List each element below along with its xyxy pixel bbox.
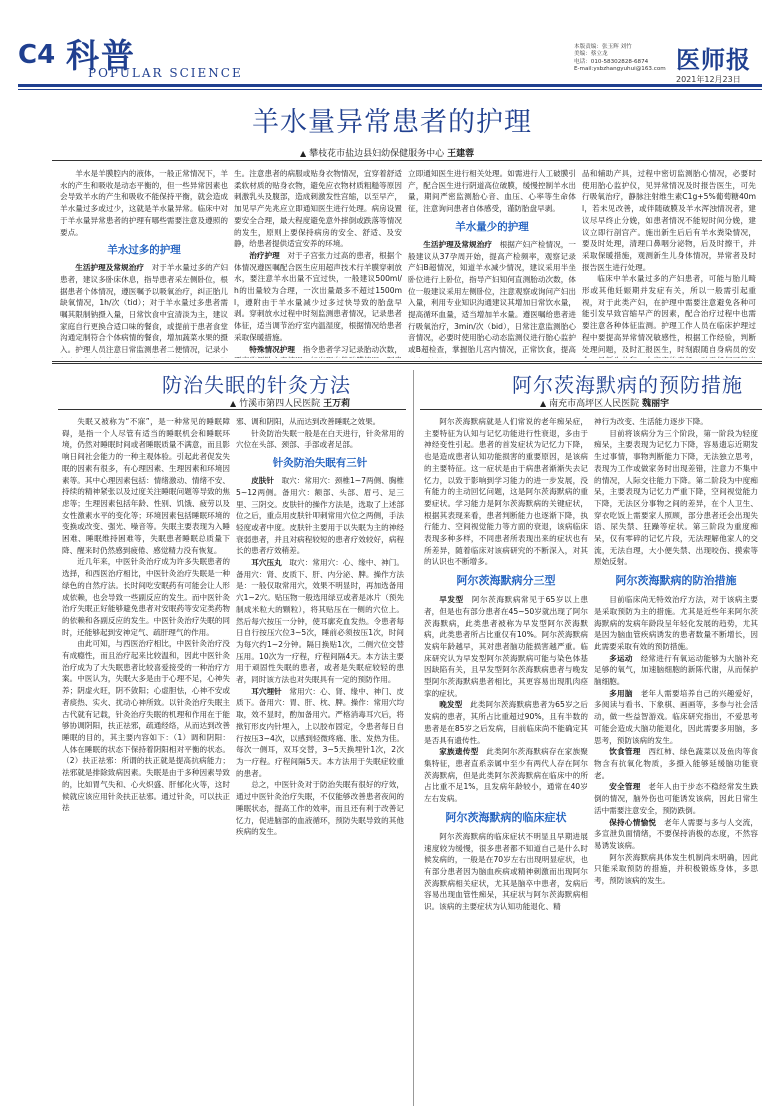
- paragraph: [424, 831, 588, 913]
- paragraph-text: 老年人由于步态不稳经常发生跌倒的情况，脑外伤也可能诱发该病，因此日常生活中需要注意安全，预防跌倒。: [594, 782, 758, 815]
- section-subheading: 针灸防治失眠有三针: [272, 457, 368, 470]
- right-article-title: 阿尔茨海默病的预防措施: [512, 373, 743, 397]
- left-article-byline: [230, 396, 350, 409]
- right-article-rule: [420, 409, 762, 410]
- paragraph-text: 西红柿、绿色蔬菜以及鱼肉等食物含有抗氧化物质，多摄入能够延缓脑功能衰老。: [594, 747, 758, 780]
- paragraph-lead: 皮肤针: [251, 476, 274, 486]
- paragraph: [424, 746, 588, 805]
- top-article-column-4: [582, 168, 756, 358]
- paragraph-lead: 晚发型: [439, 700, 463, 710]
- left-article-rule: [58, 409, 406, 410]
- section-subheading: 阿尔茨海默病的临床症状: [445, 810, 567, 824]
- staff-designer: 美编：蔡立龙: [574, 51, 608, 58]
- paragraph-text: 阿尔茨海默病就是人们常说的老年痴呆症，主要特征为认知与记忆功能进行性衰退，多由于神经变性引起。患者的首发症状为记忆力下降，也是造成患者认知功能损害的重要原因，是该病的主要特征。这一症状是由于病患者渐渐失去记忆力，以致于影响到学习能力的进一步发展，没有能力的主动回忆问题，这是阿尔茨海默病的重要症状。学习能力是阿尔茨海默病的关键症状，根据其表现来看，患者判断能力也逐渐下降，执行能力、空间视觉能力等方面的衰退，该病临床表现多种多样，不同患者所表现出来的症状也有所差异，随着临床对该病研究的不断深入，对其的认识也不断增多。: [424, 417, 588, 567]
- paragraph-text: 指令患者学习记录胎动次数，: [302, 344, 402, 354]
- paragraph: [62, 556, 230, 638]
- paragraph: [582, 168, 756, 273]
- paragraph: [594, 594, 758, 653]
- top-article-column-1: [60, 168, 228, 358]
- paragraph: [424, 594, 588, 699]
- paragraph: [594, 428, 758, 568]
- paragraph: [236, 557, 404, 686]
- paragraph: [424, 416, 588, 568]
- paragraph-text: 目前临床尚无特效治疗方法，对于该病主要是采取预防为主的措施。尤其是近些年来阿尔茨海默病的发病年龄段呈年轻化发展的趋势，尤其是因为脑血管疾病诱发的患者数量不断增长，因此需要采取有效的预防措施。: [594, 595, 758, 651]
- paragraph: [62, 638, 230, 814]
- paragraph-text: 此类阿尔茨海默病存在家族聚集特征，患者直系亲属中至少有两代人存在阿尔茨海默病，但是此类阿尔茨海默病在临床中的所占比重不足1%，且发病年龄较小，通常在40岁左右发病。: [424, 747, 588, 804]
- paragraph: [408, 168, 576, 215]
- paragraph-lead: 治疗护理: [249, 250, 280, 260]
- staff-email: E-mail:ysbzhangyuhui@163.com: [574, 66, 666, 73]
- staff-editor: 本版责编：张玉辉 刘竹: [574, 44, 632, 50]
- paragraph: [62, 416, 230, 556]
- left-article-title: 防治失眠的针灸方法: [162, 373, 351, 397]
- paragraph-lead: 饮食管理: [609, 747, 641, 757]
- paragraph-text: 阿尔茨海默病常见于65岁以上患者，但是也有部分患者在45~50岁就出现了阿尔茨海默病，此类患者被称为早发型阿尔茨海默病，此类患者所占比重仅有10%。阿尔茨海默病发病年龄越早，其对患者脑功能损害越严重。临床研究认为早发型阿尔茨海默病可能与染色体基因缺陷有关，且早发型阿尔茨海默病患者与晚发型阿尔茨海默病患者相比，其更容易出现肌肉痉挛的症状。: [424, 595, 588, 698]
- paragraph-text: 取穴：常用穴：颈椎1~7两侧、胸椎5~12两侧。备用穴：额部、头部、眉弓、足三里、三阴交。皮肤针的操作方法是，选取了上述部位之后，重点用皮肤针叩刺常用穴位之两侧，手法轻度或者中度。皮肤针主要用于以失眠为主的神经衰弱患者，并且对病程较短的患者疗效较好，病程长的患者疗效稍差。: [236, 476, 404, 556]
- paragraph-text: 近几年来，中医针灸治疗成为许多失眠患者的选择，和西医治疗相比，中医针灸治疗失眠是一种绿色的自然疗法。长时间吃安眠药有可能会让人形成依赖，也会导致一些副反应的发生。而中医针灸治疗失眠正好能够避免患者对安眠药等安定类药物的依赖和各副反应的发生。中医针灸治疗失眠的同时，还能够起到安神定气、疏肝理气的作用。: [62, 557, 230, 637]
- header-rule: [18, 84, 762, 87]
- paragraph-lead: 多运动: [609, 653, 633, 663]
- byline-author: 王万莉: [323, 399, 351, 409]
- section-subheading: 阿尔茨海默病分三型: [456, 574, 556, 588]
- paragraph-lead: 早发型: [439, 595, 464, 605]
- paragraph: [60, 168, 228, 238]
- paragraph: [236, 475, 404, 557]
- byline-org: 竹溪市第四人民医院: [239, 399, 321, 409]
- paragraph: [424, 699, 588, 746]
- paragraph: [594, 781, 758, 816]
- newspaper-logo: 医师报: [676, 45, 751, 74]
- paragraph: [236, 686, 404, 780]
- paragraph-lead: 家族遗传型: [439, 747, 479, 757]
- paragraph-text: 立即通知医生进行相关处理。如需进行人工破膜引产，配合医生进行阴道高位破膜，缓慢控制羊水出量，期间严密监测胎心音、血压、心率等生命体征，注意询问患者自体感受，谨防胎盘早剥。: [408, 169, 576, 214]
- staff-info: [574, 44, 672, 74]
- section-subheading: 阿尔茨海默病的防治措施: [615, 574, 737, 588]
- paragraph-text: 羊水是羊膜腔内的液体，一般正常情况下，羊水的产生和吸收是动态平衡的，但一些异常因素也会导致羊水的产生和吸收不能保持平衡，就会造成羊水量过多或过少，这就是羊水量异常。临床中对于羊水量异常患者的护理有哪些需要注意及遵照的要点。: [60, 169, 228, 237]
- paragraph-text: 取穴：常用穴：心、缘中、神门。备用穴：肾、皮质下、肝、内分泌、脾。操作方法是：一般仅取常用穴，效果不明显时，再加选备用穴1~2穴。贴压物一般选用绿豆或者是冰片（预先制成米粒大的颗粒），将其贴压在一侧的穴位上。然后每穴按压一分钟，使耳廓充血发热。令患者每日自行按压穴位3~5次，睡前必须按压1次，时间为每穴约1~2分钟。隔日换贴1次，二侧穴位交替压用。10次为一疗程，疗程间隔4天。本方法主要用于顽固性失眠的患者，或者是失眠症较轻的患者，同时该方法也对失眠具有一定的预防作用。: [236, 558, 404, 685]
- top-article-title: 羊水量异常患者的护理: [252, 107, 532, 138]
- paragraph: [582, 273, 756, 358]
- byline-marker-icon: ▲: [300, 149, 307, 158]
- paragraph-text: 阿尔茨海默病具体发生机制尚未明确，因此只能采取预防的措施，并积极锻炼身体，多思考，预防该病的发生。: [594, 852, 758, 886]
- byline-marker-icon: ▲: [230, 399, 237, 408]
- left-article-column-2: [236, 416, 404, 1106]
- byline-org: 攀枝花市盐边县妇幼保健服务中心: [309, 149, 445, 159]
- paragraph-text: 老年人需要与多与人交流，多宣泄负面情绪，不要保持消极的态度，不然容易诱发该病。: [594, 817, 758, 850]
- byline-org: 南充市高坪区人民医院: [549, 399, 640, 409]
- paragraph: [236, 428, 404, 451]
- paragraph-text: 品和辅助产具，过程中密切监测胎心情况，必要时使用胎心监护仪，见异常情况及时报告医生，可先行吸氧治疗，静脉注射维生素C1g+5%葡萄糖40ml，若未见改善，或伴随破膜及羊水浑浊情况者，建议尽早终止分娩，如患者情况不能短时间分娩，建议立即行剖宫产。施出新生后后有羊水粪染情况，要及时处理，清理口鼻咽分泌物，后及时擦干，并采取保暖措施，观测新生儿身体情况，异常者及时报告医生进行处理。: [582, 169, 756, 272]
- paragraph: [594, 746, 758, 781]
- paragraph: [594, 688, 758, 747]
- header-rule-thin: [18, 89, 762, 90]
- paragraph-text: 对于羊水量过多的产妇患者，建议多卧床休息，指导患者采左侧卧位，根据患者个体情况，遵医嘱予以吸氧治疗，纠正胎儿缺氧情况，1h/次（tid）；对于羊水量过多患者需嘱其限制钠摄入量，日常饮食中宜清淡为主，建议家庭自行更换合适口味的餐食，或提前于患者食堂沟通定制符合个体病情的餐食，增加蔬菜水果的摄入。护理人员注意日常监测患者二便情况，记录小: [60, 263, 228, 355]
- paragraph-text: 常用穴：心、肾、缘中、神门、皮质下。备用穴：胃、肝、枕、脾。操作：常用穴均取，效不显时，酌加备用穴。严格消毒耳穴后，将揿钉形皮内针埋入，上以胶布固定，令患者每日自行按压3~4次，以感到轻微疼痛、胀、发热为佳。每次一侧耳，双耳交替，3~5天换埋针1次，2次为一疗程。疗程间隔5天。本方法用于失眠症较重的患者。: [236, 686, 404, 778]
- paragraph-text: 对于子宫张力过高的患者，根据个体情况遵医嘱配合医生应用超声技术行羊膜穿刺放水，要注意羊水出量不宜过快，一般建议500ml/h的出量较为合理，一次出量最多不超过1500ml，遵附由于羊水量减少过多过快导致的胎盘早剥。穿刺放水过程中时刻监测患者情况，记录患者体征，适当调节治疗室内温湿度，根据情况给患者采取保暖措施。: [234, 250, 402, 342]
- paragraph-lead: 生活护理及常规治疗: [423, 239, 492, 249]
- section-divider: [52, 361, 762, 364]
- paragraph: [234, 168, 402, 250]
- paragraph-lead: 特殊情况护理: [249, 344, 296, 354]
- top-article-column-3: [408, 168, 576, 358]
- paragraph: [594, 817, 758, 852]
- paragraph-lead: 保持心情愉悦: [609, 817, 657, 827]
- paragraph: [594, 653, 758, 688]
- paragraph-lead: 耳穴压丸: [251, 558, 282, 568]
- paragraph-lead: 多用脑: [609, 688, 633, 698]
- staff-phone: 电话：010-58302828-6874: [574, 58, 649, 65]
- paragraph: [594, 852, 758, 887]
- byline-author: 王建蓉: [447, 149, 475, 159]
- paragraph-text: 经常进行有氧运动能够为大脑补充足够的氧气，加速脑细胞的新陈代谢，从而保护脑细胞。: [594, 653, 758, 687]
- right-article-byline: [540, 396, 669, 409]
- left-article-column-1: [62, 416, 230, 1106]
- paragraph-text: 神行为改变、生活能力逐步下降。: [594, 417, 708, 426]
- top-article-column-2: [234, 168, 402, 358]
- paragraph-text: 根据产妇产检情况，一般建议从37孕周开始，提高产检频率，观察记录产妇B超情况，知道羊水减少情况，建议采用半坐卧位进行上卧位，指导产妇知何直测胎动次数，体位一般建议采用左侧卧位，注意观察或询问产妇出入量，利用专业知识沟通建议其增加日常饮水量，提高循环血量，适当增加羊水量。遵医嘱给患者进行吸氧治疗，3min/次（bid），日常注意监测胎心音情况，必要时使用胎心动态监测仪进行胎心监护或B超检查，掌握胎儿宫内情况，正常饮食，提高: [408, 239, 576, 355]
- paragraph: [594, 416, 758, 428]
- right-article-column-2: [594, 416, 758, 1106]
- paragraph-text: 总之，中医针灸对于防治失眠有很好的疗效，通过中医针灸治疗失眠，不仅能够改善患者夜间的睡眠状态，提高工作的效率，而且还有利于改善记忆力，促进脑部的血液循环，预防失眠导致的其他疾病的发生。: [236, 780, 404, 837]
- paragraph: [236, 779, 404, 838]
- paragraph-lead: 耳穴埋针: [251, 686, 282, 696]
- paragraph-text: 针灸防治失眠一般是在白天进行，针灸常用的穴位在头部、颈部、手部或者足部。: [236, 428, 404, 450]
- paragraph-text: 失眠又被称为“不寐”，是一种常见的睡眠障碍，是指一个人尽管有适当的睡眠机会和睡眠环境，仍然对睡眠时间或者睡眠质量不满意，而且影响日间社会能力的一种主观体验。引起此者促发失眠的因素有很多，有心理因素、生理因素和环境因素等。其中心理因素包括：情绪激动、情绪不安、持续的精神紧张以及过度关注睡眠问题等导致的焦虑等；生理因素包括年龄、性别、饥饿、疲劳以及女性激素水平的变化等；环境因素包括睡眠环境的变换或改变、强光、噪音等。失眠主要表现为入睡困难、睡眠维持困难等，失眠患者睡眠总质量下降、醒来时仍然感到疲倦、感觉精力没有恢复。: [62, 417, 230, 555]
- paragraph-lead: 生活护理及常规治疗: [75, 263, 144, 273]
- section-subheading: 羊水量少的护理: [455, 220, 529, 233]
- paragraph: [234, 250, 402, 344]
- paragraph-text: 临床中羊水量过多的产妇患者，可能与胎儿畸形或其他妊娠期并发症有关，所以一般需引起重视，对于此类产妇，在护理中需要注意避免各种可能引发早致宫缩早产的因素，配合治疗过程中也需要注意各种体征监测。护理工作人员在临床护理过程中要提高异常情况敏感性，根据工作经验，判断处理问题，及时汇报医生，时刻跟随自身病员的安: [582, 274, 756, 354]
- page-number: C4: [18, 40, 56, 70]
- byline-author: 魏丽宇: [642, 399, 670, 409]
- paragraph-text: 目前将该病分为三个阶段，第一阶段为轻度痴呆，主要表现为记忆力下降，容易遗忘近期发生过事情，事物判断能力下降，无法独立思考，表现为工作或做家务时出现差错，注意力不集中的情况，人际交往能力下降。第二阶段为中度痴呆，主要表现为记忆力严重下降，空间视觉能力下降，无法区分事物之间的差异，在个人卫生、穿衣吃饭上需要家人照顾，部分患者还会出现失语、尿失禁、狂躁等症状。第三阶段为重度痴呆，仅有零碎的记忆片段，无法理解他家人的交流，无法自理，大小便失禁、出现咬伤、摸索等原始反射。: [594, 428, 758, 567]
- byline-marker-icon: ▲: [540, 399, 547, 408]
- section-name-en: POPULAR SCIENCE: [88, 66, 243, 80]
- paragraph: [236, 416, 404, 428]
- paragraph-text: 阿尔茨海默病的临床症状不明显且早期进展速度较为缓慢，很多患者都不知道自己是什么时候发病的，一般是在70岁左右出现明显症状，也有部分患者因为脑血疾病或精神刺激而出现阿尔茨海默病相关症状，尤其是脑卒中患者，发病后容易出现血管性痴呆，其症状与阿尔茨海默病相识。该病的主要症状为认知功能退化、精: [424, 831, 588, 912]
- paragraph-lead: 安全管理: [609, 782, 641, 792]
- issue-date: 2021年12月23日: [676, 75, 741, 84]
- paragraph: [408, 239, 576, 358]
- paragraph: [234, 344, 402, 358]
- top-article-rule: [52, 160, 762, 161]
- column-divider: [413, 370, 414, 1106]
- paragraph-text: 生。注意患者的病服或贴身衣物情况，宜穿着舒适柔软材质的贴身衣物，避免应衣物材质粗糙等原因刺激乳头及腹部，造成刺激发性宫缩，以至早产，加见早产先兆应立即通知医生进行处理。病房设置要安全合理，最大程度避免意外摔倒或跌落等情况的发生，原则上要保持病房的安全、舒适、及安静，给患者提供适宜安养的环境。: [234, 169, 402, 249]
- right-article-column-1: [424, 416, 588, 1106]
- paragraph-text: 老年人需要培养自己的兴趣爱好，多阅读与看书、下象棋、画画等，多参与社会活动，做一些益智游戏。临床研究指出，不爱思考可能会造成大脑功能退化，因此需要多用脑，多思考，预防该病的发生。: [594, 688, 758, 745]
- section-name: 科普: [66, 36, 136, 75]
- section-subheading: 羊水过多的护理: [107, 244, 181, 257]
- paragraph: [60, 262, 228, 358]
- paragraph-text: 由此可知，与西医治疗相比，中医针灸治疗没有成瘾性，而且治疗起来比较温和，因此中医针灸治疗成为了大失眠患者比较喜爱接受的一种治疗方案。中医认为，失眠大多是由于心理不足，心神失养；阴虚火旺，阴不敛阳；心虚胆怯，心神不安或者痰热、实火、扰动心神所致。以针灸治疗失眠主古代就有记载，针灸治疗失眠的机理和作用在于能够协调阴阳，扶正祛邪，疏通经络，从而达到改善睡眠的目的，其主要内容如下：（1）调和阴阳：人体在睡眠的状态下保持着阴阳相对平衡的状态。（2）扶正祛邪：所谓的扶正就是提高抗病能力；祛邪就是排除致病因素。失眠是由于多种因素导致的，比如胃气失和、心火炽盛、肝郁化火等，这时候就应该应用针灸扶正祛邪。通过针灸，可以扶正祛: [62, 639, 230, 813]
- paragraph-text: 此类阿尔茨海默病患者为65岁之后发病的患者，其所占比重超过90%，且有半数的患者是在85岁之后发病，目前临床尚不能确定其是否具有遗传性。: [424, 700, 588, 745]
- paragraph-text: 邪、调和阴阳，从而达到改善睡眠之效果。: [236, 417, 381, 426]
- top-article-byline: [300, 146, 474, 159]
